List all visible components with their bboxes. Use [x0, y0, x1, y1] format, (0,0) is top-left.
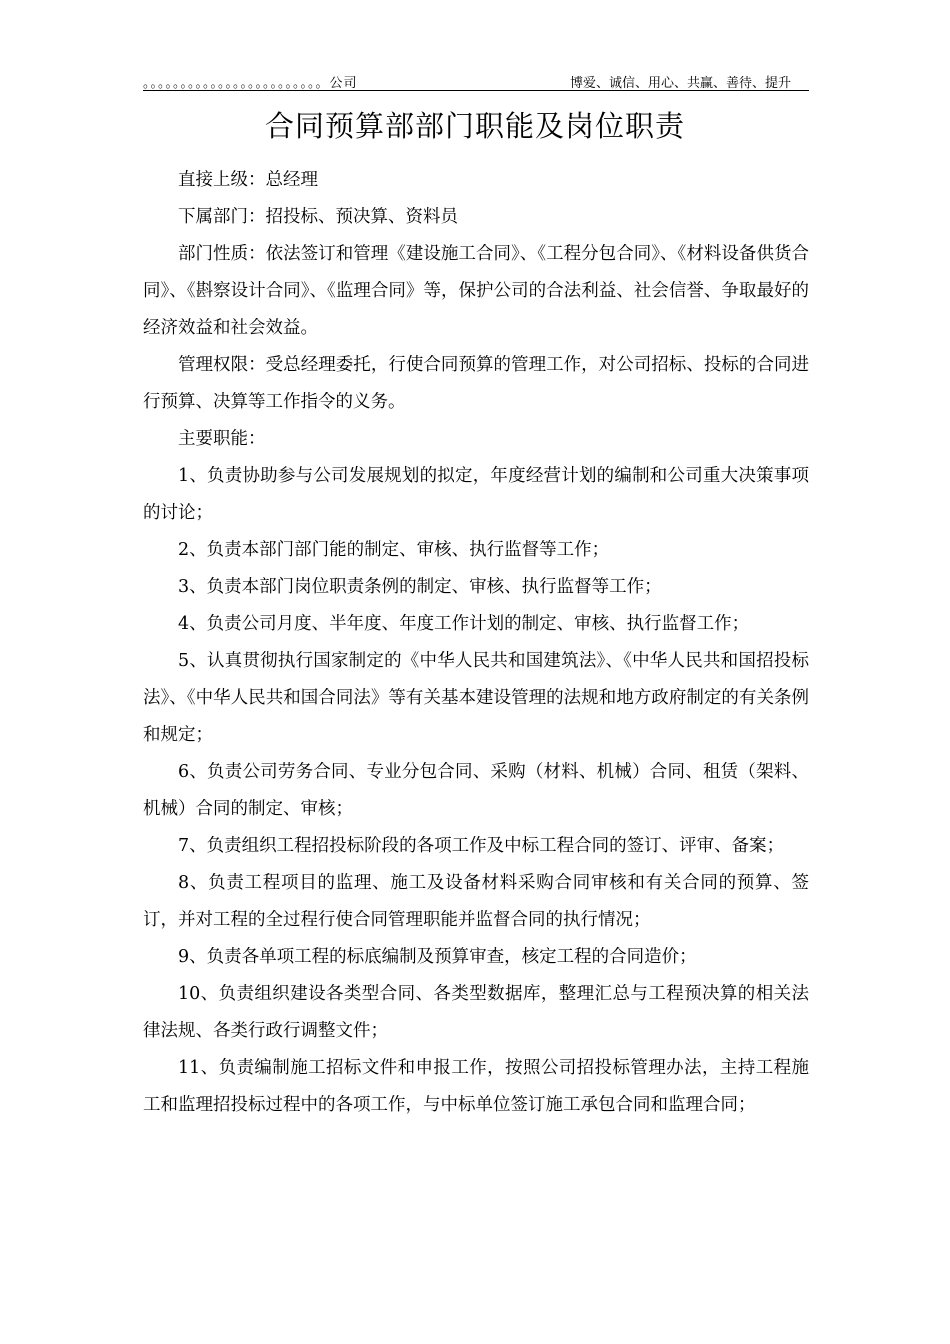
function-item: 6、负责公司劳务合同、专业分包合同、采购（材料、机械）合同、租赁（架料、机械）合同的制定、审核； — [143, 762, 809, 819]
function-item: 4、负责公司月度、半年度、年度工作计划的制定、审核、执行监督工作； — [178, 614, 750, 634]
main-functions-heading: 主要职能： — [178, 429, 266, 449]
supervisor-line: 直接上级：总经理 — [178, 170, 318, 190]
function-item: 2、负责本部门部门能的制定、审核、执行监督等工作； — [178, 540, 610, 560]
department-nature: 部门性质：依法签订和管理《建设施工合同》、《工程分包合同》、《材料设备供货合同》、《斟察设计合同》、《监理合同》等，保护公司的合法利益、社会信誉、争取最好的经济效益和社会效益。 — [143, 244, 809, 338]
function-item: 7、负责组织工程招投标阶段的各项工作及中标工程合同的签订、评审、备案； — [178, 836, 785, 856]
page-header — [143, 70, 809, 91]
function-item: 5、认真贯彻执行国家制定的《中华人民共和国建筑法》、《中华人民共和国招投标法》、《中华人民共和国合同法》等有关基本建设管理的法规和地方政府制定的有关条例和规定； — [143, 651, 809, 745]
function-item: 1、负责协助参与公司发展规划的拟定，年度经营计划的编制和公司重大决策事项的讨论； — [143, 466, 809, 523]
function-item: 9、负责各单项工程的标底编制及预算审查，核定工程的合同造价； — [178, 947, 697, 967]
header-company: 。。。。。。。。。。。。。。。。。。。。。。。。公司 — [143, 76, 358, 91]
function-item: 11、负责编制施工招标文件和申报工作，按照公司招投标管理办法，主持工程施工和监理招投标过程中的各项工作，与中标单位签订施工承包合同和监理合同； — [143, 1058, 809, 1115]
function-item: 3、负责本部门岗位职责条例的制定、审核、执行监督等工作； — [178, 577, 662, 597]
header-motto: 博爱、诚信、用心、共赢、善待、提升 — [569, 76, 791, 91]
function-item: 10、负责组织建设各类型合同、各类型数据库，整理汇总与工程预决算的相关法律法规、各类行政行调整文件； — [143, 984, 809, 1041]
subordinate-line: 下属部门：招投标、预决算、资料员 — [178, 207, 458, 227]
management-authority: 管理权限：受总经理委托，行使合同预算的管理工作，对公司招标、投标的合同进行预算、决算等工作指令的义务。 — [143, 355, 809, 412]
document-body — [143, 162, 809, 1124]
document-title: 合同预算部部门职能及岗位职责 — [264, 109, 685, 143]
function-item: 8、负责工程项目的监理、施工及设备材料采购合同审核和有关合同的预算、签订，并对工程的全过程行使合同管理职能并监督合同的执行情况； — [143, 873, 809, 930]
